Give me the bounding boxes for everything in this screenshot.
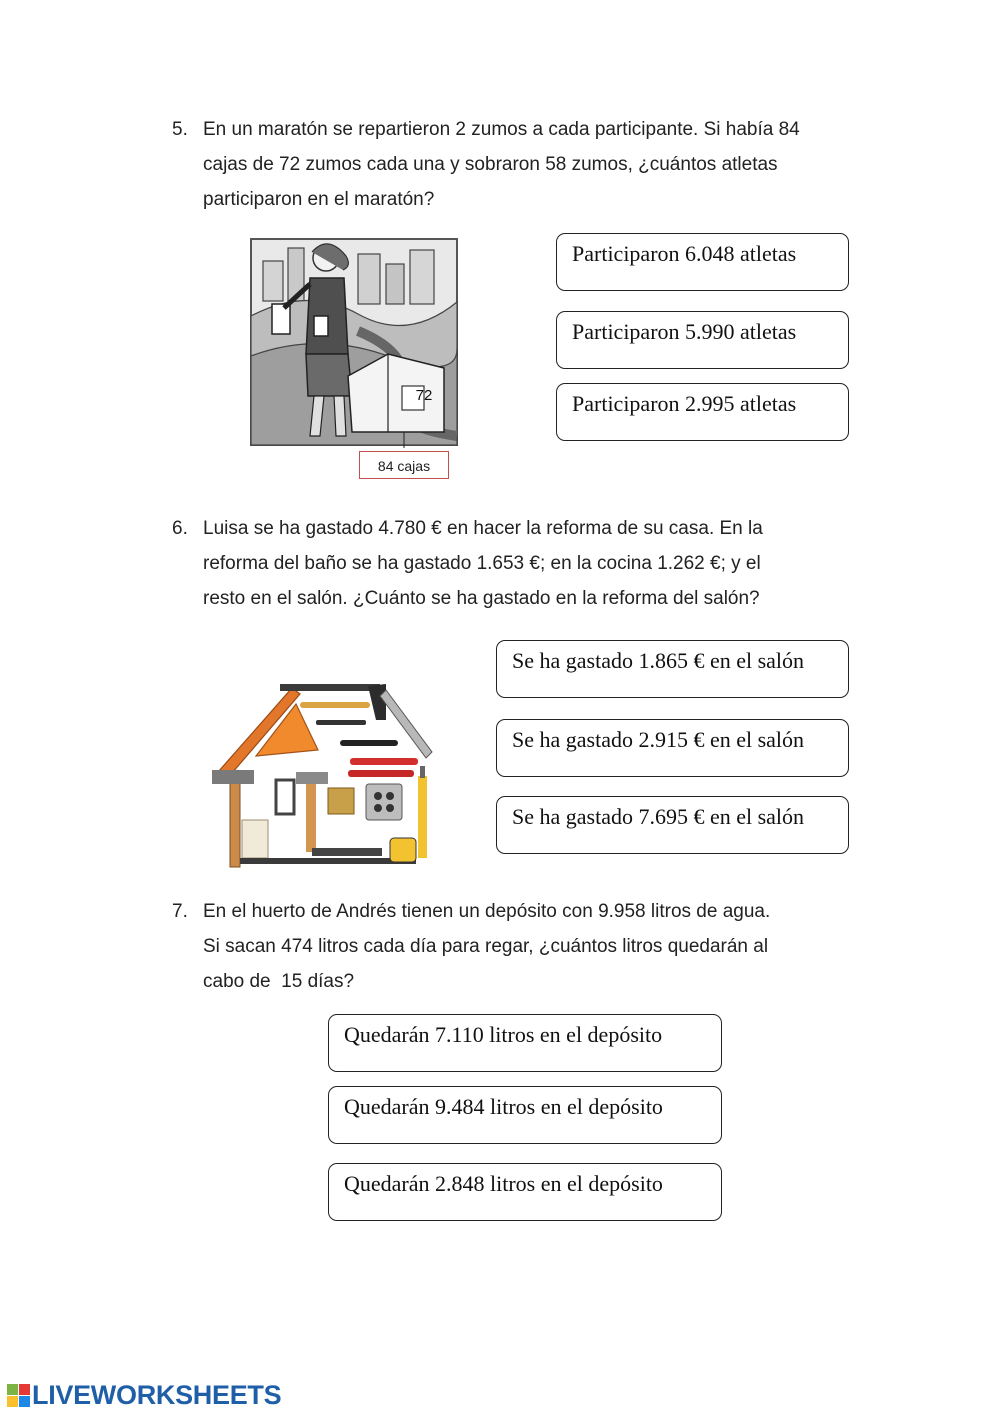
answer-option-label: Participaron 6.048 atletas (572, 241, 797, 266)
answer-option[interactable] (496, 640, 849, 698)
question-line: participaron en el maratón? (203, 189, 435, 210)
question-number: 7. (172, 901, 188, 922)
answer-option[interactable] (328, 1163, 722, 1221)
question-line: En el huerto de Andrés tienen un depósito con 9.958 litros de agua. (203, 901, 771, 922)
question-line: cabo de 15 días? (203, 971, 355, 992)
answer-option-label: Participaron 2.995 atletas (572, 391, 797, 416)
answer-option-label: Se ha gastado 2.915 € en el salón (512, 727, 805, 752)
question-6 (172, 511, 862, 616)
question-5 (172, 112, 862, 217)
logo-squares-icon (7, 1384, 30, 1407)
question-text (203, 511, 862, 616)
tools-house-photo (200, 680, 444, 874)
question-line: reforma del baño se ha gastado 1.653 €; en la cocina 1.262 €; y el (203, 553, 761, 574)
answer-option[interactable] (328, 1086, 722, 1144)
answer-option-label: Participaron 5.990 atletas (572, 319, 797, 344)
answer-option-label: Se ha gastado 1.865 € en el salón (512, 648, 805, 673)
answer-option[interactable] (496, 796, 849, 854)
question-line: cajas de 72 zumos cada una y sobraron 58 zumos, ¿cuántos atletas (203, 154, 778, 175)
answer-option[interactable] (556, 233, 849, 291)
answer-option[interactable] (496, 719, 849, 777)
question-text (203, 894, 862, 999)
question-line: En un maratón se repartieron 2 zumos a cada participante. Si había 84 (203, 119, 800, 140)
question-line: Si sacan 474 litros cada día para regar, ¿cuántos litros quedarán al (203, 936, 769, 957)
question-number: 6. (172, 518, 188, 539)
answer-option[interactable] (328, 1014, 722, 1072)
answer-option-label: Quedarán 7.110 litros en el depósito (344, 1022, 663, 1047)
answer-option-label: Quedarán 2.848 litros en el depósito (344, 1171, 663, 1196)
question-line: Luisa se ha gastado 4.780 € en hacer la reforma de su casa. En la (203, 518, 763, 539)
liveworksheets-logo[interactable] (7, 1380, 281, 1410)
question-text (203, 112, 862, 217)
box-count-label: 72 (415, 387, 433, 404)
answer-option-label: Se ha gastado 7.695 € en el salón (512, 804, 805, 829)
logo-wordmark: LIVEWORKSHEETS (32, 1379, 282, 1410)
answer-option[interactable] (556, 383, 849, 441)
answer-option-label: Quedarán 9.484 litros en el depósito (344, 1094, 663, 1119)
boxes-caption: 84 cajas (359, 451, 449, 479)
question-number: 5. (172, 119, 188, 140)
marathon-runner-illustration (248, 236, 460, 448)
question-7 (172, 894, 862, 999)
question-line: resto en el salón. ¿Cuánto se ha gastado en la reforma del salón? (203, 588, 760, 609)
answer-option[interactable] (556, 311, 849, 369)
